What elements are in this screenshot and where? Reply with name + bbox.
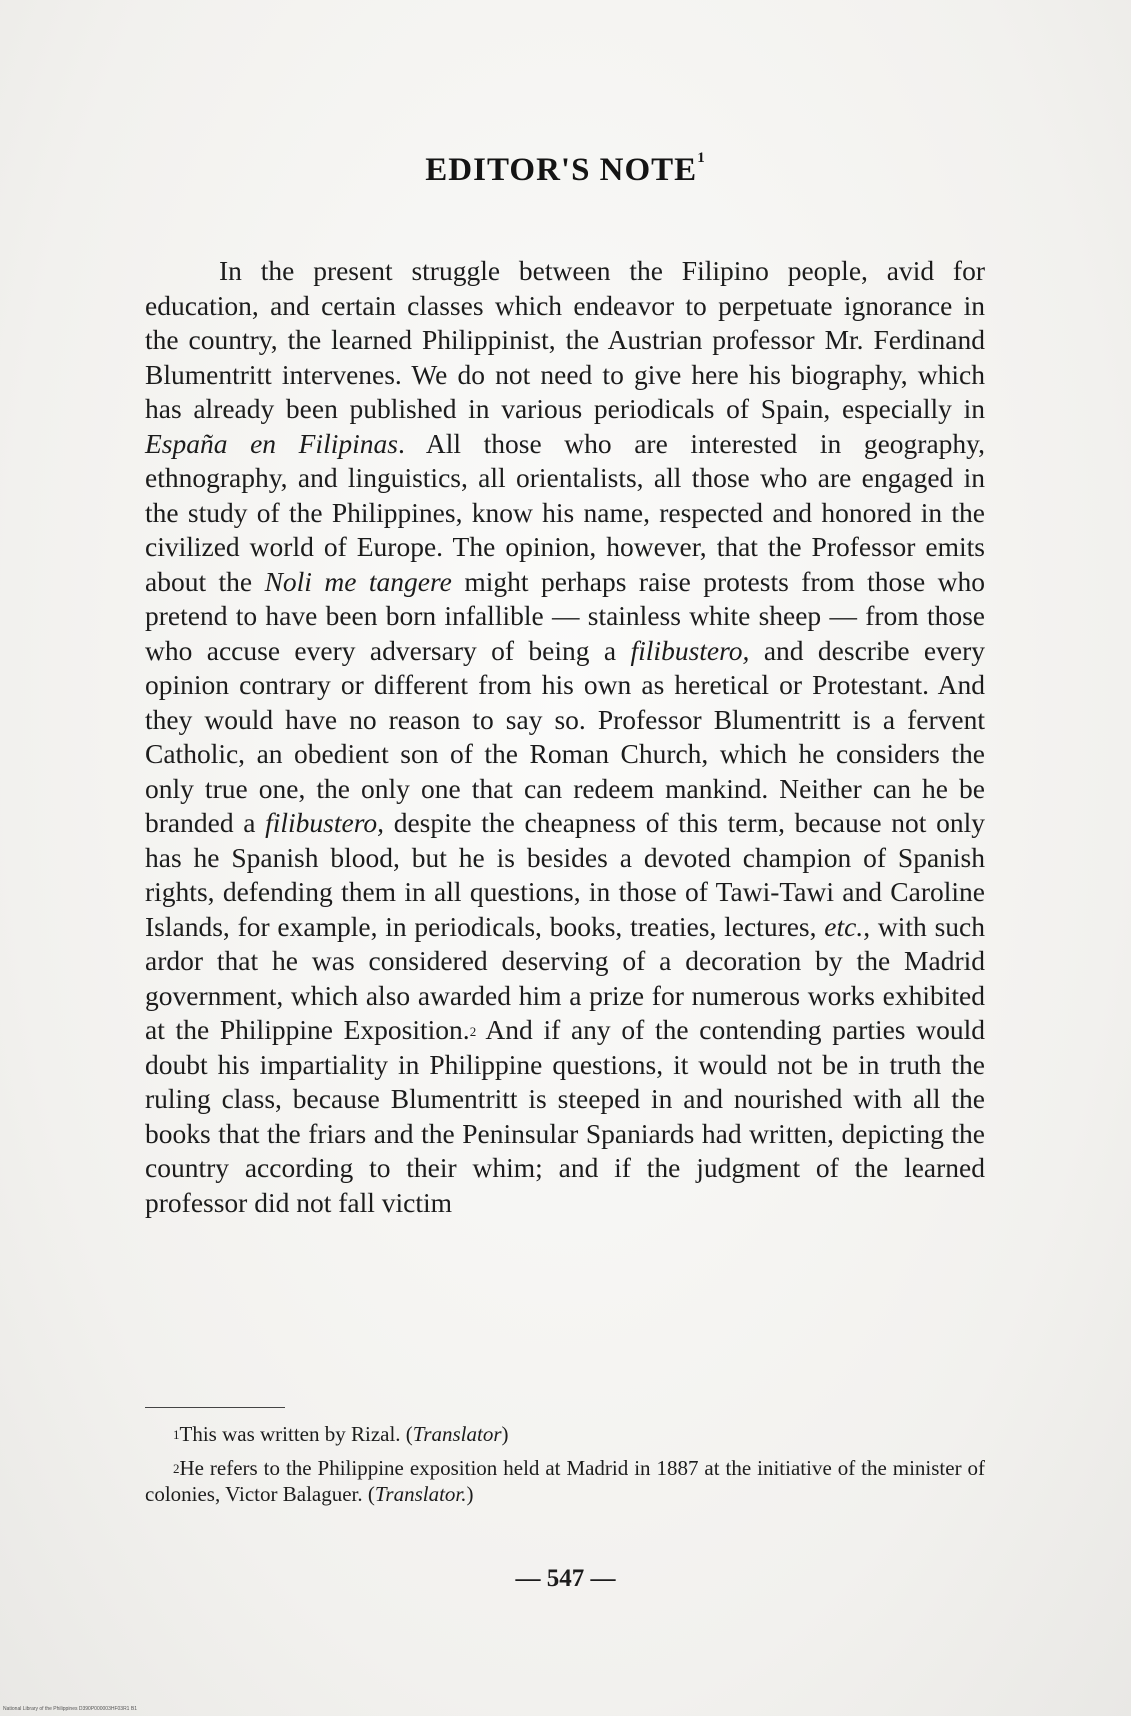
body-segment: In the present struggle between the Filipino people, avid for education, and certain classes which endeavor to perpetuate ignorance in the country, the learned Philippinist, the Austrian professor Mr. Ferdinand Blumentritt intervenes. We do not need to give here his biography, which has already been published in various periodicals of Spain, especially in [145, 255, 985, 424]
footnote-mark: 2 [173, 1461, 180, 1476]
footnote-text: ) [466, 1482, 474, 1506]
body-segment: . All those who are interested in geography, ethnography, and linguistics, all orientalists, all those who are engaged in the study of the Philippines, know his name, respected and honored in the civilized world of Europe. The opinion, however, that the Professor emits about the [145, 427, 985, 597]
body-text [145, 254, 985, 1220]
page-title [0, 152, 1131, 189]
title-text: EDITOR'S NOTE [425, 152, 698, 188]
footnote-ref: 2 [469, 1024, 477, 1039]
body-segment: , with such ardor that he was considered deserving of a decoration by the Madrid government, which also awarded him a prize for numerous works exhibited at the Philippine Exposition. [145, 910, 985, 1045]
body-italic: España en Filipinas [145, 427, 398, 459]
body-segment: might perhaps raise protests from those who pretend to have been born infallible — stainless white sheep — from those who accuse every adversary of being a [145, 565, 985, 666]
body-italic: filibustero, [265, 807, 385, 838]
body-italic: etc. [824, 910, 864, 942]
title-footnote-ref: 1 [697, 150, 706, 166]
footnote-italic: Translator [412, 1422, 502, 1446]
body-italic: filibustero, [630, 634, 750, 666]
body-segment: And if any of the contending parties would doubt his impartiality in Philippine questions, it would not be in truth the ruling class, because Blumentritt is steeped in and nourished with all the books that the friars and the Peninsular Spaniards had written, depicting the country according to their whim; and if the judgment of the learned professor did not fall victim [145, 1014, 985, 1218]
footnote-text: He refers to the Philippine exposition held at Madrid in 1887 at the initiative of the minister of colonies, Victor Balaguer. ( [145, 1456, 985, 1506]
page-number: — 547 — [515, 1565, 616, 1592]
footnote-2 [145, 1455, 985, 1507]
body-segment: despite the cheapness of this term, because not only has he Spanish blood, but he is besides a devoted champion of Spanish rights, defending them in all questions, in those of Tawi-Tawi and Caroline Islands, for example, in periodicals, books, treaties, lectures, [145, 807, 986, 942]
footnote-mark: 1 [173, 1427, 180, 1442]
footnote-divider [145, 1407, 285, 1408]
footnote-1 [145, 1421, 985, 1447]
footnote-text: ) [501, 1422, 509, 1446]
body-paragraph [145, 254, 985, 1220]
scan-credit: National Library of the Philippines D390P000003HF03R1 B1 [3, 1706, 137, 1712]
body-italic: Noli me tangere [264, 565, 452, 597]
footnote-text: This was written by Rizal. ( [179, 1422, 413, 1446]
body-segment: and describe every opinion contrary or different from his own as heretical or Protestant. And they would have no reason to say so. Professor Blumentritt is a fervent Catholic, an obedient son of the Roman Church, which he considers the only true one, the only one that can redeem mankind. Neither can he be branded a [145, 634, 985, 838]
footnote-italic: Translator. [374, 1482, 467, 1506]
